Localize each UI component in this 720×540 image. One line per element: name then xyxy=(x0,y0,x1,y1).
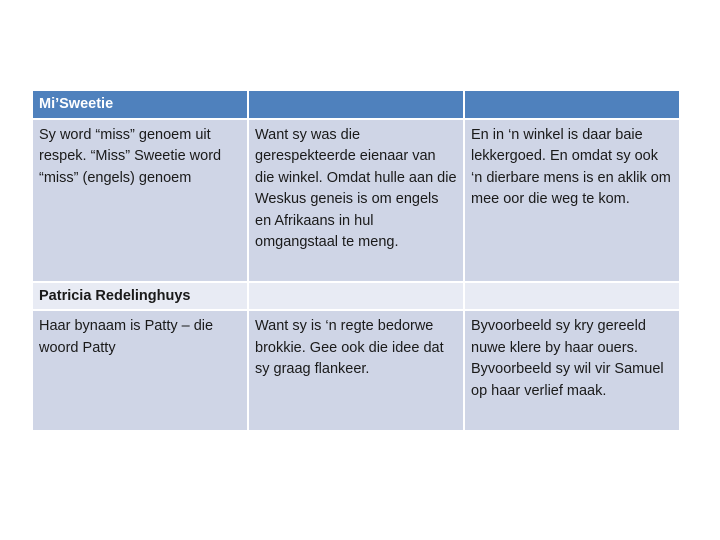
table-row xyxy=(32,310,680,431)
header-cell-title: Mi’Sweetie xyxy=(32,90,248,119)
subheader-cell-2 xyxy=(248,282,464,311)
row2-cell-3: Byvoorbeeld sy kry gereeld nuwe klere by haar ouers. Byvoorbeeld sy wil vir Samuel op haar verlief maak. xyxy=(464,310,680,431)
row1-cell-1: Sy word “miss” genoem uit respek. “Miss” Sweetie word “miss” (engels) genoem xyxy=(32,119,248,282)
slide-table xyxy=(31,89,681,432)
subheader-cell-title: Patricia Redelinghuys xyxy=(32,282,248,311)
table-subheader-row xyxy=(32,282,680,311)
row2-cell-2: Want sy is ‘n regte bedorwe brokkie. Gee ook die idee dat sy graag flankeer. xyxy=(248,310,464,431)
row1-cell-2: Want sy was die gerespekteerde eienaar van die winkel. Omdat hulle aan die Weskus geneis is om engels en Afrikaans in hul omgangstaal te meng. xyxy=(248,119,464,282)
header-cell-3 xyxy=(464,90,680,119)
row2-cell-1: Haar bynaam is Patty – die woord Patty xyxy=(32,310,248,431)
row1-cell-3: En in ‘n winkel is daar baie lekkergoed. En omdat sy ook ‘n dierbare mens is en aklik om mee oor die weg te kom. xyxy=(464,119,680,282)
table-row xyxy=(32,119,680,282)
subheader-cell-3 xyxy=(464,282,680,311)
table-header-row xyxy=(32,90,680,119)
header-cell-2 xyxy=(248,90,464,119)
